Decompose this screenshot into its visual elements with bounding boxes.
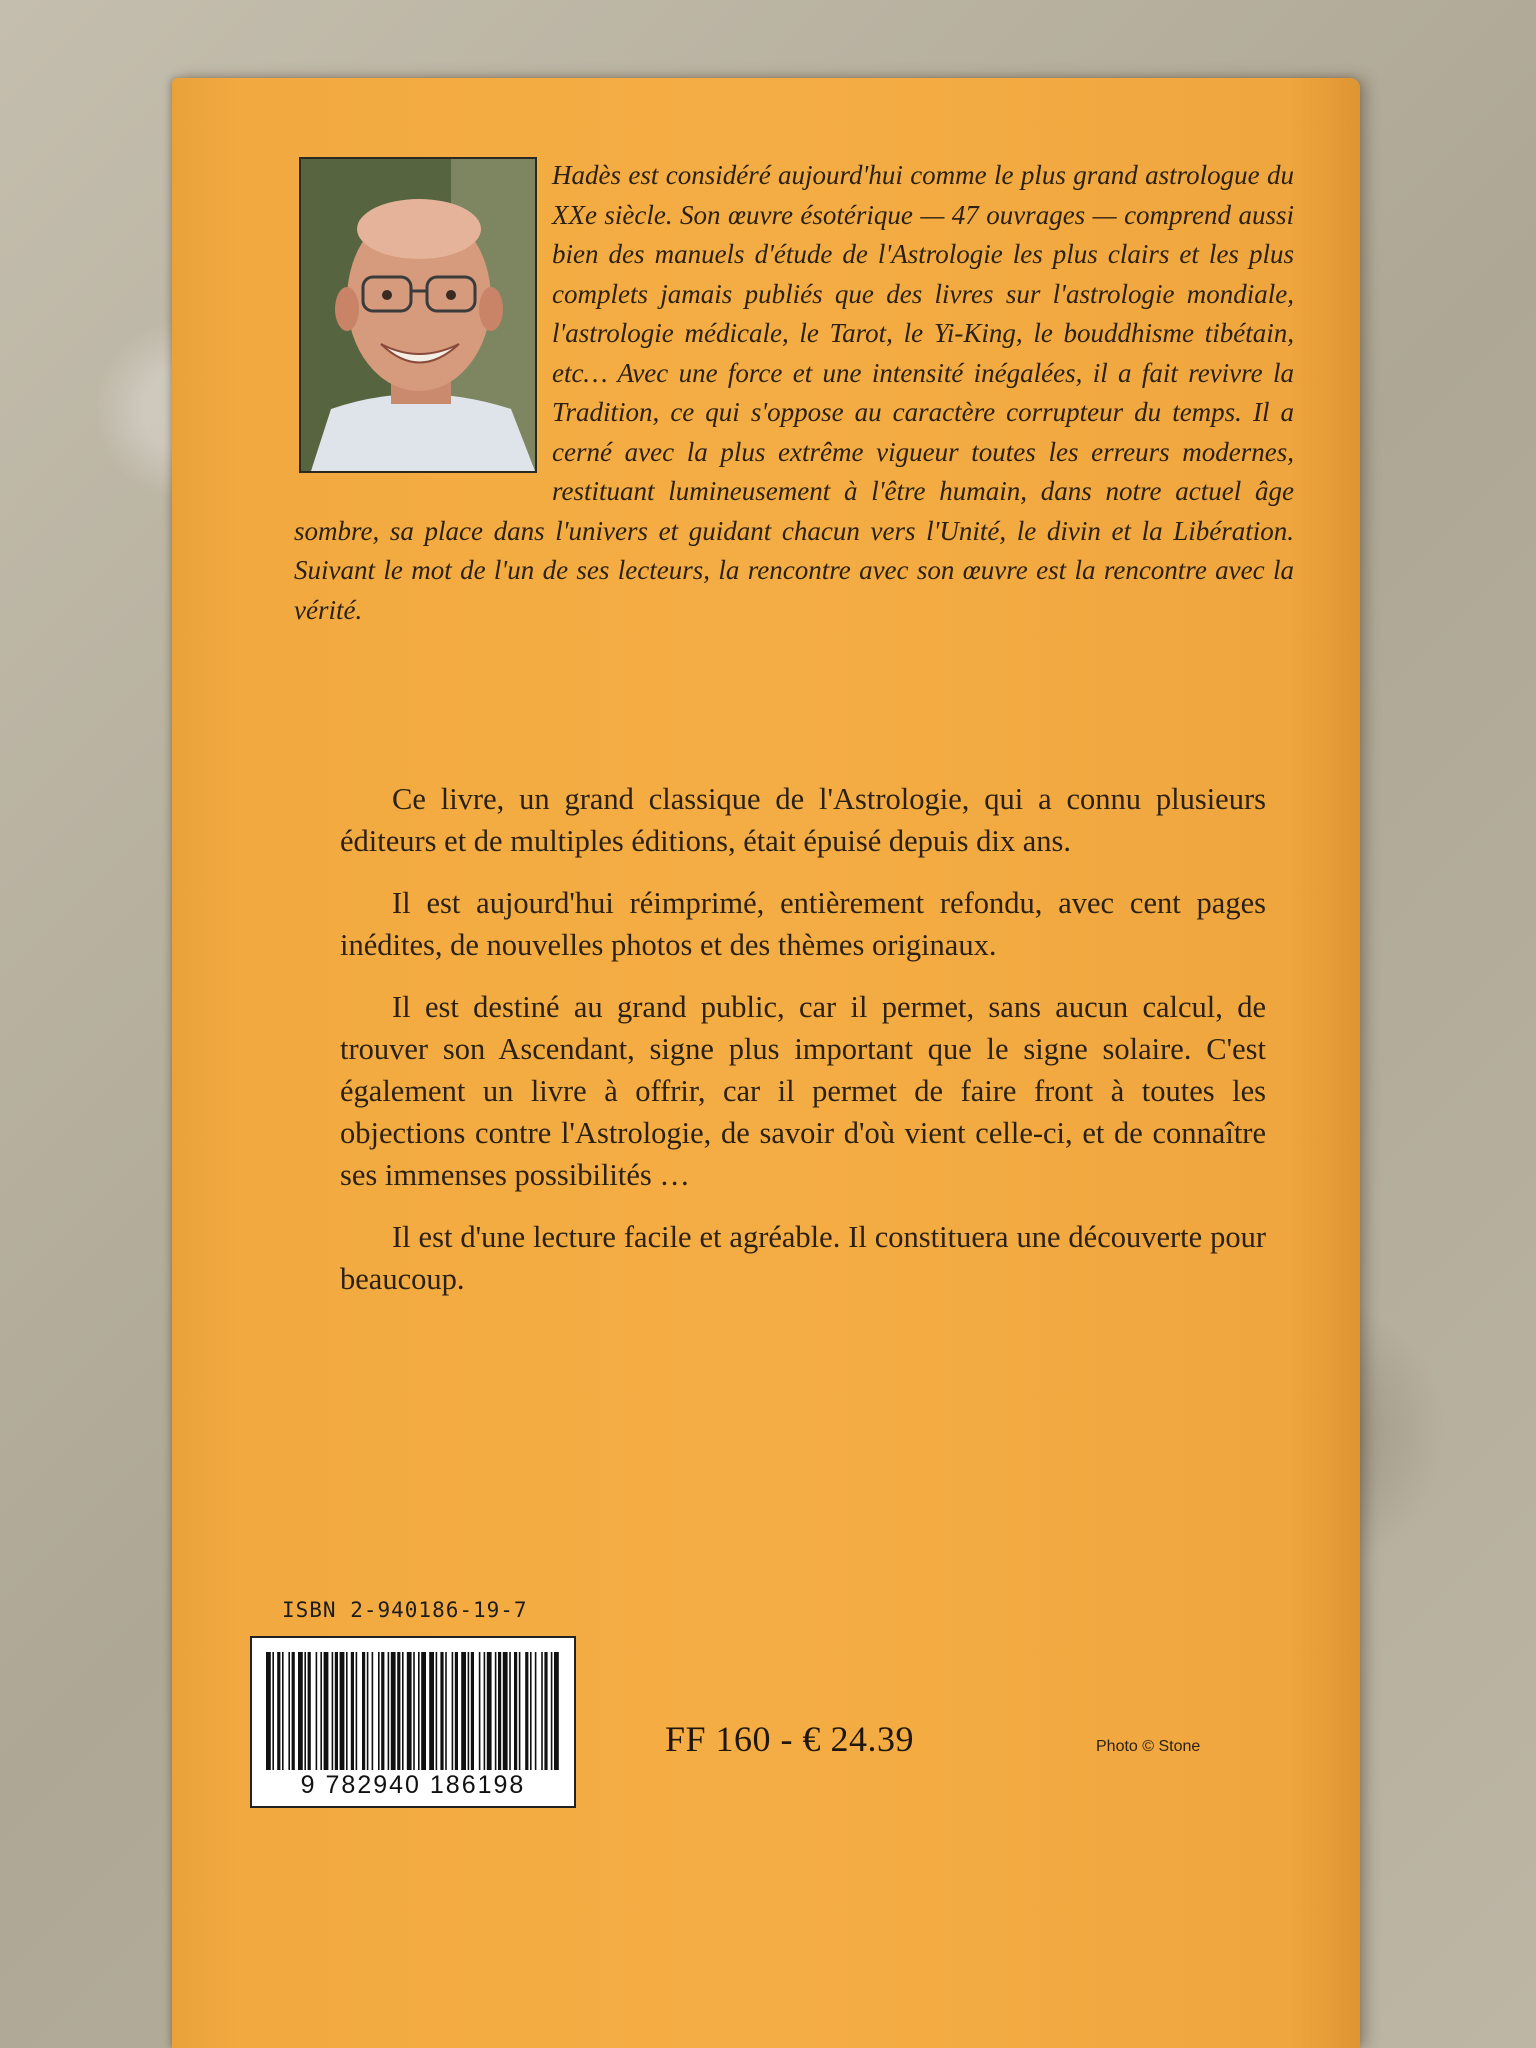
barcode-bar: [346, 1652, 348, 1770]
barcode-bar: [484, 1652, 486, 1770]
barcode-bar: [332, 1652, 334, 1770]
barcode-bar: [544, 1652, 547, 1770]
barcode-bar: [335, 1652, 338, 1770]
blurb-paragraph: Il est d'une lecture facile et agréable. Il constituera une découverte pour beaucoup.: [340, 1220, 1266, 1296]
barcode-bar: [445, 1652, 447, 1770]
barcode-bar: [266, 1652, 271, 1770]
blurb: [340, 778, 1266, 1320]
barcode-bar: [316, 1652, 318, 1770]
barcode-bars: [266, 1652, 560, 1770]
barcode-bar: [530, 1652, 532, 1770]
barcode-bar: [440, 1652, 443, 1770]
barcode-bar: [397, 1652, 400, 1770]
barcode-bar: [525, 1652, 528, 1770]
barcode-bar: [495, 1652, 497, 1770]
barcode-bar: [452, 1652, 454, 1770]
barcode-bar: [461, 1652, 466, 1770]
barcode-bar: [479, 1652, 481, 1770]
barcode-bar: [535, 1652, 537, 1770]
photo-credit: Photo © Stone: [1096, 1738, 1201, 1755]
book-back-cover: [172, 78, 1360, 2048]
barcode-bar: [356, 1652, 358, 1770]
barcode-bar: [551, 1652, 553, 1770]
barcode-bar: [436, 1652, 438, 1770]
barcode-bar: [407, 1652, 412, 1770]
barcode-bar: [514, 1652, 517, 1770]
barcode-bar: [372, 1652, 374, 1770]
barcode-bar: [554, 1652, 559, 1770]
barcode-bar: [362, 1652, 365, 1770]
barcode-bar: [298, 1652, 303, 1770]
barcode-bar: [413, 1652, 415, 1770]
barcode-bar: [282, 1652, 284, 1770]
barcode-bar: [471, 1652, 474, 1770]
photo-spacer: [294, 156, 552, 474]
barcode-bar: [351, 1652, 354, 1770]
barcode-bar: [304, 1652, 306, 1770]
blurb-paragraph: Il est aujourd'hui réimprimé, entièrement refondu, avec cent pages inédites, de nouvelles photos et des thèmes originaux.: [340, 886, 1266, 962]
barcode-bar: [455, 1652, 458, 1770]
barcode-bar: [503, 1652, 508, 1770]
barcode-bar: [272, 1652, 274, 1770]
author-bio-text: Hadès est considéré aujourd'hui comme le plus grand astrologue du XXe siècle. Son œuvre ésotérique — 47 ouvrages — comprend aussi bien des manuels d'étude de l'Astrologie les plus clairs et les plus complets jamais publiés que des livres sur l'astrologie mondiale, l'astrologie médicale, le Tarot, le Yi-King, le bouddhisme tibétain, etc… Avec une force et une intensité inégalées, il a fait revivre la Tradition, ce qui s'oppose au caractère corrupteur du temps. Il a cerné avec la plus extrême vigueur toutes les erreurs modernes, restituant lumineusement à l'être humain, dans notre actuel âge sombre, sa place dans l'univers et guidant chacun vers l'Unité, le divin et la Libération. Suivant le mot de l'un de ses lecteurs, la rencontre avec son œuvre est la rencontre avec la vérité.: [294, 160, 1294, 625]
barcode-bar: [320, 1652, 322, 1770]
author-bio: [294, 156, 1294, 630]
barcode-bar: [324, 1652, 329, 1770]
barcode-bar: [402, 1652, 404, 1770]
isbn-label: ISBN 2-940186-19-7: [282, 1598, 528, 1622]
barcode-bar: [378, 1652, 380, 1770]
barcode-bar: [340, 1652, 345, 1770]
barcode-bar: [541, 1652, 543, 1770]
barcode-bar: [498, 1652, 501, 1770]
blurb-paragraph: Il est destiné au grand public, car il permet, sans aucun calcul, de trouver son Ascendant, signe plus important que le signe solaire. C'est également un livre à offrir, car il permet de faire front à toutes les objections contre l'Astrologie, de savoir d'où vient celle-ci, et de connaître ses immenses possibilités …: [340, 990, 1266, 1192]
barcode-bar: [487, 1652, 492, 1770]
barcode-bar: [367, 1652, 369, 1770]
blurb-paragraph: Ce livre, un grand classique de l'Astrologie, qui a connu plusieurs éditeurs et de multiples éditions, était épuisé depuis dix ans.: [340, 782, 1266, 858]
barcode-bar: [388, 1652, 390, 1770]
price: FF 160 - € 24.39: [665, 1719, 915, 1759]
barcode-bar: [277, 1652, 280, 1770]
barcode-bar: [308, 1652, 311, 1770]
barcode-bar: [292, 1652, 295, 1770]
barcode-bar: [509, 1652, 511, 1770]
barcode-bar: [519, 1652, 521, 1770]
barcode-bar: [381, 1652, 384, 1770]
barcode-bar: [429, 1652, 434, 1770]
barcode-number: 9 782940 186198: [252, 1771, 574, 1800]
barcode-bar: [418, 1652, 420, 1770]
barcode-bar: [391, 1652, 396, 1770]
barcode-bar: [421, 1652, 426, 1770]
barcode-bar: [288, 1652, 290, 1770]
barcode-bar: [468, 1652, 470, 1770]
barcode: [250, 1636, 576, 1808]
